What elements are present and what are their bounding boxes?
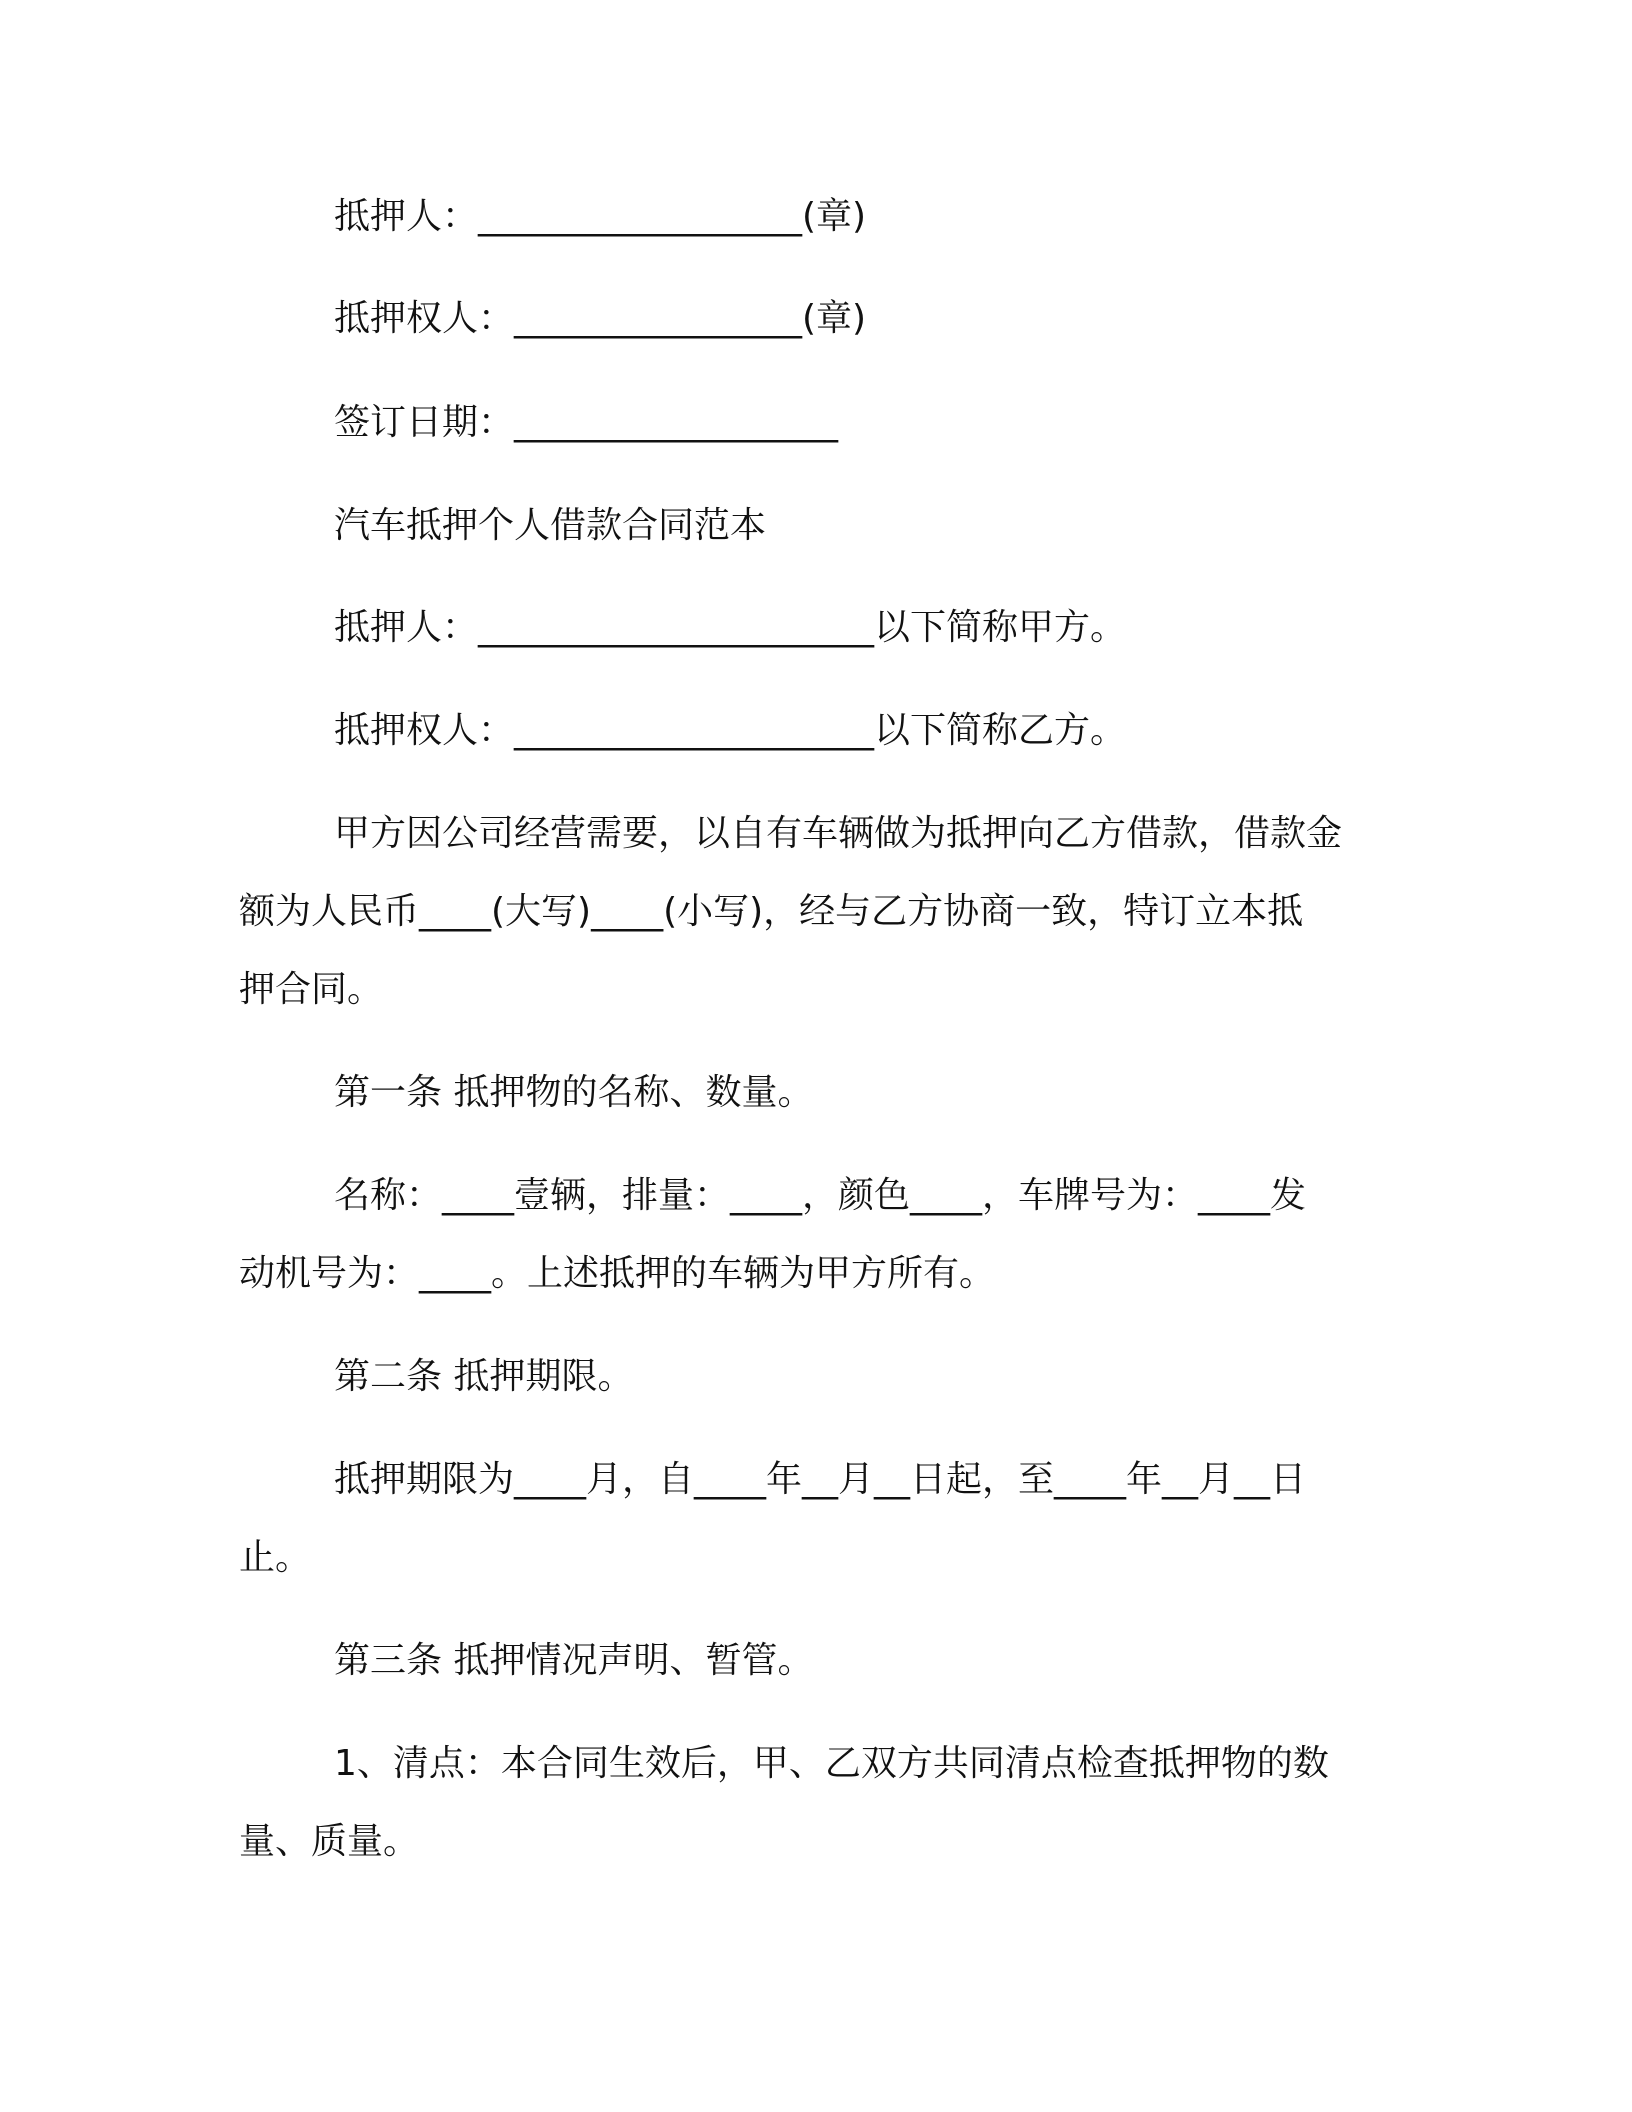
article-3-item-1-line-2: 量、质量。	[239, 1821, 420, 1862]
article-3-heading: 第三条 抵押情况声明、暂管。	[334, 1640, 814, 1681]
mortgagee-signature-line: 抵押权人：________________(章)	[334, 298, 867, 339]
article-1-line-2: 动机号为：____。上述抵押的车辆为甲方所有。	[239, 1253, 996, 1294]
mortgagor-signature-line: 抵押人：__________________(章)	[334, 196, 867, 237]
intro-paragraph-line-1: 甲方因公司经营需要，以自有车辆做为抵押向乙方借款，借款金	[334, 813, 1343, 854]
intro-paragraph-line-2: 额为人民币____(大写)____(小写)，经与乙方协商一致，特订立本抵	[239, 891, 1304, 932]
article-2-line-2: 止。	[239, 1537, 312, 1578]
article-3-item-1-line-1: 1、清点：本合同生效后，甲、乙双方共同清点检查抵押物的数	[334, 1743, 1329, 1784]
signing-date-line: 签订日期：__________________	[334, 402, 839, 443]
party-b-line: 抵押权人：____________________以下简称乙方。	[334, 710, 1127, 751]
party-a-line: 抵押人：______________________以下简称甲方。	[334, 607, 1127, 648]
article-2-line-1: 抵押期限为____月，自____年__月__日起，至____年__月__日	[334, 1459, 1307, 1500]
article-2-heading: 第二条 抵押期限。	[334, 1356, 634, 1397]
contract-title: 汽车抵押个人借款合同范本	[334, 505, 767, 546]
intro-paragraph-line-3: 押合同。	[239, 969, 384, 1010]
article-1-heading: 第一条 抵押物的名称、数量。	[334, 1072, 814, 1113]
article-1-line-1: 名称：____壹辆，排量：____，颜色____，车牌号为：____发	[334, 1175, 1307, 1216]
